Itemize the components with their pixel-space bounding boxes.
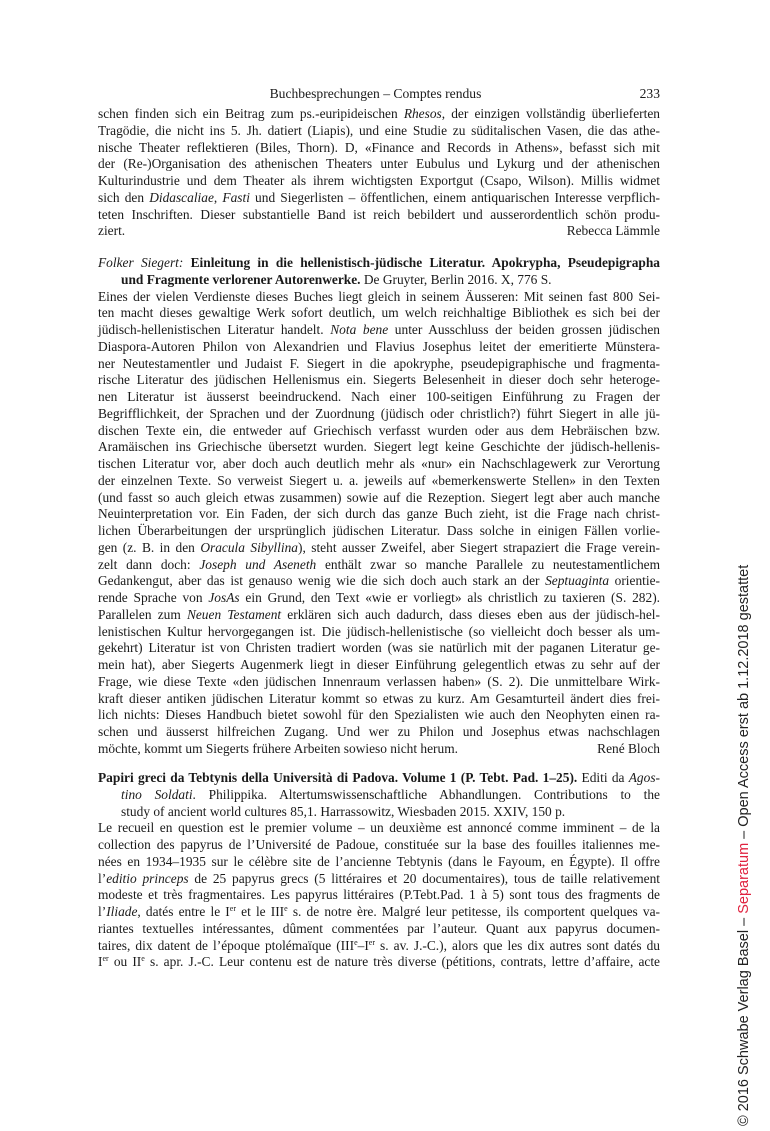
running-header xyxy=(98,86,660,104)
text-run: mein hat), aber Siegerts Augenmerk liegt in dieser Einführung gelegentlich etwas zu sehr auf der xyxy=(98,657,660,672)
text-line xyxy=(98,523,660,540)
text-line xyxy=(98,854,660,871)
text-run: Kulturindustrie und dem Theater als ihrem wichtigsten Exportgut (Csapo, Wilson). Millis widmet xyxy=(98,173,660,188)
page-number: 233 xyxy=(639,86,660,101)
text-run: lich nichts: Dieses Handbuch bietet sowohl für den Spezialisten wie auch den Neophyten einen ra- xyxy=(98,707,660,723)
text-run: , xyxy=(213,189,223,205)
text-line xyxy=(98,804,660,821)
copyright-watermark xyxy=(734,564,754,1126)
text-run: modeste et très fragmentaires. Les papyrus littéraires (P.Tebt.Pad. 1 à 5) sont tous des fragments de xyxy=(98,887,660,903)
text-line xyxy=(98,123,660,140)
text-line xyxy=(98,787,660,804)
text-line xyxy=(98,540,660,557)
text-line xyxy=(98,871,660,888)
text-run: möchte, kommt um Siegerts frühere Arbeiten sowieso nicht herum. xyxy=(98,740,458,756)
text-line xyxy=(98,707,660,724)
text-run: Diaspora-Autoren Philon von Alexandrien und Flavius Josephus leitet der emeritierte Münstera- xyxy=(98,338,660,354)
text-run: et le III xyxy=(235,904,285,919)
text-run: der (Re-)Organisation des athenischen Theaters unter Eubulus und Lykurg und der athenischen xyxy=(98,156,660,172)
text-run: nische Theater reflektieren (Biles, Thorn). D, «Finance and Records in Athens», befasst sich mit xyxy=(98,139,660,155)
text-run: s. apr. J.-C. Leur contenu est de nature très diverse (pétitions, contrats, lettre d’affaire, acte xyxy=(144,954,660,970)
text-run: Frage, wie diese Texte «den jüdischen Innenraum verlassen haben» (S. 2). Die unmittelbare Wirk- xyxy=(98,673,660,689)
text-line xyxy=(98,770,660,787)
text-run: l’ xyxy=(98,870,107,886)
text-line xyxy=(98,938,660,955)
running-head-title: Buchbesprechungen – Comptes rendus xyxy=(269,86,482,101)
text-run: nen Literatur ist äusserst beeindruckend. Nach einer 100-seitigen Einführung zu Fragen der xyxy=(98,389,660,404)
text-run: –I xyxy=(357,937,369,953)
text-run: De Gruyter, Berlin 2016. X, 776 S. xyxy=(360,271,552,287)
italic-text: tino Soldati xyxy=(121,786,193,802)
text-line xyxy=(98,223,660,240)
text-line xyxy=(98,624,660,641)
italic-text: Oracula Sibyllina xyxy=(200,539,298,555)
text-line xyxy=(98,590,660,607)
text-run: schen finden sich ein Beitrag zum ps.-euripideischen xyxy=(98,106,404,121)
text-run: enthält zwar so manche Parallele zu neutestamentlichem xyxy=(316,556,660,572)
text-run: rende Sprache von xyxy=(98,590,209,605)
text-line xyxy=(98,921,660,938)
text-line xyxy=(98,741,660,758)
text-line xyxy=(98,820,660,837)
text-run: I xyxy=(98,954,103,970)
text-line xyxy=(98,674,660,691)
text-line xyxy=(98,140,660,157)
text-line xyxy=(98,389,660,406)
text-run: sich den xyxy=(98,189,150,205)
text-run: Le recueil en question est le premier volume – un deuxième est annoncé comme imminent – de la xyxy=(98,820,660,836)
italic-text: Iliade xyxy=(106,904,138,919)
text-line xyxy=(98,106,660,123)
text-run: ou II xyxy=(108,954,142,970)
text-line xyxy=(98,356,660,373)
text-line xyxy=(98,423,660,440)
superscript: er xyxy=(368,937,375,947)
text-run: ten macht dieses gewaltige Werk sofort deutlich, um welch reichhaltige Bibliothek es sich bei der xyxy=(98,305,660,321)
superscript: er xyxy=(229,904,236,913)
text-run: lichen Überarbeitungen der ursprünglich jüdischen Literatur. Dass solche in einigen Fällen vorlie- xyxy=(98,523,660,538)
reviewer-signature: Rebecca Lämmle xyxy=(566,223,660,239)
reviewer-signature: René Bloch xyxy=(597,740,660,756)
superscript: er xyxy=(102,954,109,964)
text-run: s. av. J.-C.), alors que les dix autres sont datés du xyxy=(375,937,660,953)
italic-text: Neuen Testament xyxy=(186,606,282,622)
text-line xyxy=(98,207,660,224)
text-run: , datés entre le I xyxy=(137,904,230,919)
text-run: Tragödie, die nicht ins 5. Jh. datiert (Liapis), und eine Studie zu süditalischen Vasen, die das athe- xyxy=(98,122,660,138)
text-run: riantes textuelles intéressantes, dûment commentées par l’auteur. Quant aux papyrus documen- xyxy=(98,920,660,936)
text-line xyxy=(98,506,660,523)
text-run: teten Inschriften. Dieser substantielle Band ist reich bebildert und ausserordentlich schön produ- xyxy=(98,206,660,222)
watermark-text: – Open Access erst ab 1.12.2018 gestattet xyxy=(736,564,752,843)
text-line xyxy=(98,724,660,741)
text-line xyxy=(98,272,660,289)
text-run: , der einzigen vollständig überlieferten xyxy=(441,106,660,121)
text-run: Parallelen zum xyxy=(98,606,187,622)
text-run: s. de notre ère. Malgré leur petitesse, ils comportent quelques va- xyxy=(287,904,661,919)
text-run: Gedankengut, aber das ist genauso wenig wie die sich doch auch stark an der xyxy=(98,573,546,589)
text-run: rische Literatur des jüdischen Hellenismus ein. Siegerts Belesenheit in dieser doch sehr heteroge- xyxy=(98,372,660,388)
text-run: der einzelnen Texte. So verweist Siegert u. a. jeweils auf «bemerkenswerte Stellen» in den Texten xyxy=(98,472,660,488)
text-run: Editi da xyxy=(577,770,629,785)
text-run: Aramäischen ins Griechische übersetzt wurden. Siegert legt keine Geschichte der jüdisch-hellenis- xyxy=(98,439,660,455)
italic-text: Joseph und Aseneth xyxy=(199,556,317,572)
review-end-lammle xyxy=(98,106,660,240)
text-line xyxy=(98,322,660,339)
text-run: (und fasst so auch gleich etwas zusammen) sowie auf die Rezeption. Siegert legt aber auch manche xyxy=(98,489,660,505)
text-run: jüdisch-hellenistischen Literatur handelt. xyxy=(98,322,331,337)
text-run: de 25 papyrus grecs (5 littéraires et 20 documentaires), tous de taille relativement xyxy=(188,870,660,886)
text-run xyxy=(183,255,190,270)
text-line xyxy=(98,372,660,389)
text-run: ), steht ausser Zweifel, aber Siegert strapaziert die Frage verein- xyxy=(298,539,660,555)
text-run: taires, dix datent de l’époque ptolémaïque (III xyxy=(98,937,355,953)
text-line xyxy=(98,557,660,574)
text-line xyxy=(98,406,660,423)
text-run: zelt dann doch: xyxy=(98,556,200,572)
text-run: ner Neutestamentler und Judaist F. Siegert in die apokryphe, pseudepigraphische und fragmenta- xyxy=(98,355,660,371)
italic-text: Rhesos xyxy=(403,106,442,121)
italic-text: Didascaliae xyxy=(149,189,214,205)
text-run: Neuinterpretation vor. Ein Faden, der sich durch das ganze Buch zieht, ist die Frage nach christ- xyxy=(98,506,660,522)
watermark-text: © 2016 Schwabe Verlag Basel – xyxy=(736,913,752,1126)
text-line xyxy=(98,190,660,207)
text-line xyxy=(98,473,660,490)
text-run: gekehrt) Literatur ist von Christen tradiert worden (was sie natürlich mit der paganen Literatur ge- xyxy=(98,640,660,656)
text-run: . Philippika. Altertumswissenschaftliche Abhandlungen. Contributions to the xyxy=(192,786,661,802)
text-line xyxy=(98,339,660,356)
italic-text: Fasti xyxy=(222,189,250,205)
bold-title: Einleitung in die hellenistisch-jüdische Literatur. Apokrypha, Pseudepigrapha xyxy=(190,255,660,270)
text-line xyxy=(98,954,660,971)
text-line xyxy=(98,657,660,674)
text-run: l’ xyxy=(98,904,107,919)
text-run: nées en 1934–1935 sur le célèbre site de l’ancienne Tebtynis (dans le Fayoum, en Égypte). Il offre xyxy=(98,853,660,869)
text-line xyxy=(98,640,660,657)
text-line xyxy=(98,887,660,904)
text-run: dischen Texte ein, die entweder auf Griechisch verfasst wurden oder aus dem Hebräischen bzw. xyxy=(98,422,660,438)
text-run: ziert. xyxy=(98,223,126,239)
bold-title: und Fragmente verlorener Autorenwerke. xyxy=(121,271,361,287)
text-line xyxy=(98,607,660,624)
text-line xyxy=(98,837,660,854)
text-line xyxy=(98,305,660,322)
text-run: kraft dieser antiken jüdischen Literatur kommt so etwas zu kurz. Am Gesamturteil ändert dies frei- xyxy=(98,690,660,706)
text-line xyxy=(98,173,660,190)
italic-text: Folker Siegert: xyxy=(98,255,184,270)
superscript: e xyxy=(354,937,358,947)
text-line xyxy=(98,573,660,590)
text-run: orientie- xyxy=(609,573,660,589)
text-line xyxy=(98,691,660,708)
text-run: study of ancient world cultures 85,1. Harrassowitz, Wiesbaden 2015. XXIV, 150 p. xyxy=(121,803,566,819)
text-run: schen und äusserst hilfreichen Zugang. Und wer zu Philon und Josephus etwas nachschlagen xyxy=(98,724,660,739)
text-run: Begrifflichkeit, der Sprachen und der Zuordnung (jüdisch oder christlich?) führt Siegert in alle jü- xyxy=(98,405,660,421)
text-run: gen (z. B. in den xyxy=(98,539,201,555)
superscript: e xyxy=(141,954,145,964)
text-run: collection des papyrus de l’Université de Padoue, constituée sur la base des fouilles italiennes me- xyxy=(98,837,660,852)
italic-text: Septuaginta xyxy=(545,573,610,589)
italic-text: Nota bene xyxy=(330,322,389,337)
text-line xyxy=(98,439,660,456)
watermark-separatum: Separatum xyxy=(736,842,752,914)
text-run: erklären sich auch dadurch, dass dieses eben aus der jüdisch-hel- xyxy=(281,606,660,622)
text-run: tischen Literatur vor, aber doch auch deutlich mehr als «nur» ein Nachschlagewerk zur Verortung xyxy=(98,456,660,471)
bold-title: Papiri greci da Tebtynis della Università di Padova. Volume 1 (P. Tebt. Pad. 1–25). xyxy=(98,770,578,785)
text-line xyxy=(98,255,660,272)
text-line xyxy=(98,904,660,921)
text-line xyxy=(98,156,660,173)
review-siegert xyxy=(98,255,660,758)
text-run: lenistischen Kultur hervorgegangen ist. Die jüdisch-hellenistische (so vielleicht doch besser als um- xyxy=(98,623,660,639)
text-run: unter Ausschluss der beiden grossen jüdischen xyxy=(388,322,660,337)
italic-text: Agos- xyxy=(628,770,660,785)
italic-text: editio princeps xyxy=(106,870,189,886)
text-line xyxy=(98,456,660,473)
italic-text: JosAs xyxy=(208,590,240,605)
text-run: und Siegerlisten – öffentlichen, einem antiquarischen Interesse verpflich- xyxy=(249,189,660,205)
text-line xyxy=(98,490,660,507)
text-run: Eines der vielen Verdienste dieses Buches liegt gleich in seinem Äusseren: Mit seinen fast 800 Sei- xyxy=(98,288,660,304)
text-line xyxy=(98,289,660,306)
review-papiri-tebtynis xyxy=(98,770,660,971)
superscript: e xyxy=(284,904,288,913)
text-run: ein Grund, den Text «wie er vorliegt» als christlich zu taxieren (S. 282). xyxy=(239,590,660,605)
